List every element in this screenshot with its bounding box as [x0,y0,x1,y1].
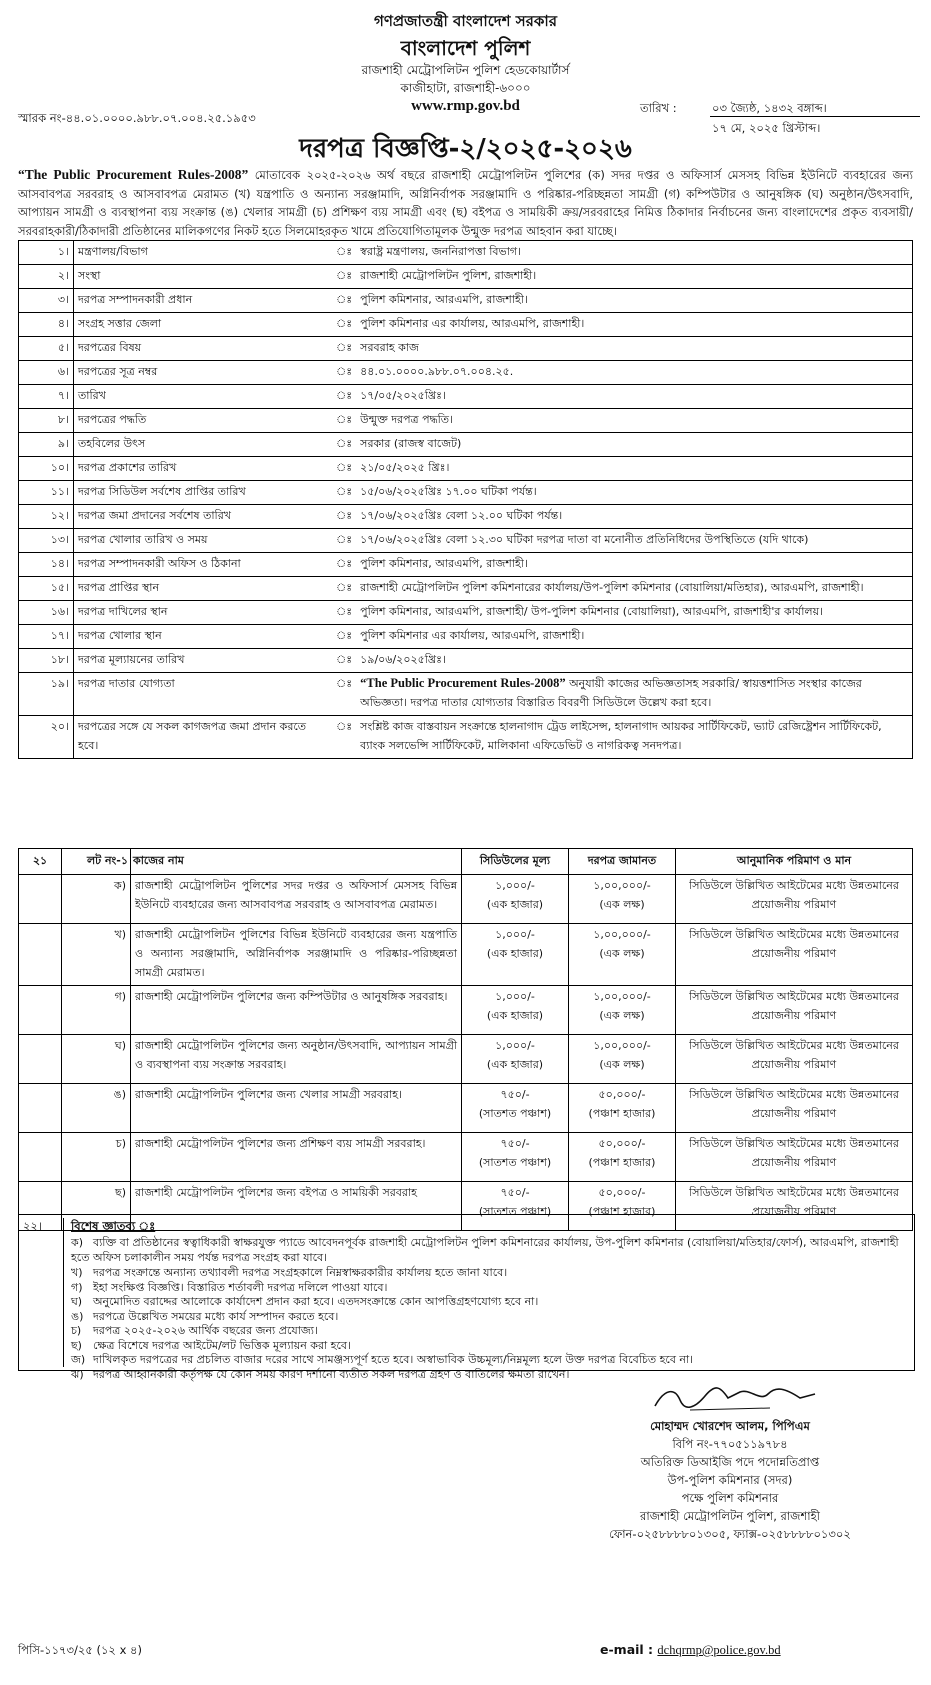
info-row [19,313,913,337]
special-item-key: ঝ) [71,1367,84,1381]
memo-number: স্মারক নং-৪৪.০১.০০০০.৯৮৮.০৭.০০৪.২৫.১৯৫৩ [18,111,256,125]
lot-work: রাজশাহী মেট্রোপলিটন পুলিশের জন্য প্রশিক্ষণ ব্যয় সামগ্রী সরবরাহ। [131,1133,462,1182]
lot-security [569,1133,676,1182]
info-row [19,505,913,529]
info-value [356,361,912,385]
special-item-key: গ) [71,1280,83,1294]
info-value [356,337,912,361]
lots-header-fee: সিডিউলের মূল্য [462,849,569,875]
info-number: ১৭। [19,625,74,649]
info-row [19,577,913,601]
info-value [356,481,912,505]
signatory-name: মোহাম্মদ খোরশেদ আলম, পিপিএম [650,1419,810,1433]
special-item [71,1235,906,1265]
lot-security-amount: ৫০,০০০/- [598,1186,646,1199]
lot-row [19,986,913,1035]
lot-fee-words: (এক হাজার) [486,947,544,960]
government-name: গণপ্রজাতন্ত্রী বাংলাদেশ সরকার [374,12,557,30]
info-value-text: উন্মুক্ত দরপত্র পদ্ধতি। [360,413,453,426]
lot-fee [462,1133,569,1182]
info-number: ৪। [19,313,74,337]
special-item-key: খ) [71,1266,83,1279]
special-item [71,1338,906,1353]
lot-work: রাজশাহী মেট্রোপলিটন পুলিশের বিভিন্ন ইউনিটে ব্যবহারের জন্য যন্ত্রপাতি ও অন্যান্য সরঞ্জামাদি, অগ্নিনির্বাপক সরঞ্জামাদি ও পরিষ্কার-পরিচ্ছন্নতা সামগ্রী মেরামত। [131,924,462,986]
date-block [640,100,827,135]
info-row [19,241,913,265]
info-row [19,433,913,457]
info-number: ১৯। [19,673,74,716]
lot-security-amount: ১,০০,০০০/- [593,928,651,941]
special-item-text: অনুমোদিত বরাদ্দের আলোকে কার্যাদেশ প্রদান করা হবে। এতদসংক্রান্তে কোন আপত্তিগ্রহণযোগ্য হবে না। [93,1295,539,1308]
lot-work: রাজশাহী মেট্রোপলিটন পুলিশের জন্য অনুষ্ঠান/উৎসবাদি, আপ্যায়ন সামগ্রী ও ব্যবস্থাপনা ব্যয় সংক্রান্ত সরবরাহ। [131,1035,462,1084]
info-number: ১০। [19,457,74,481]
info-colon: ঃ [332,241,356,265]
special-item-text: দাখিলকৃত দরপত্রের দর প্রচলিত বাজার দরের সাথে সামঞ্জস্যপূর্ণ হতে হবে। অস্বাভাবিক উচ্চমূল্য/নিম্নমূল্য হলে উক্ত দরপত্র বিবেচিত হবে না। [93,1353,694,1366]
lot-security-amount: ১,০০,০০০/- [593,879,651,892]
info-number: ১১। [19,481,74,505]
info-label: সংস্থা [74,265,333,289]
info-row [19,265,913,289]
lot-row [19,1035,913,1084]
info-number: ১৪। [19,553,74,577]
info-value [356,649,912,673]
info-colon: ঃ [332,673,356,716]
lot-fee [462,1035,569,1084]
special-item-key: জ) [71,1353,86,1366]
lot-security-words: (এক লক্ষ) [599,898,645,911]
special-number: ২২। [23,1218,64,1367]
lot-quantity: সিডিউলে উল্লিখিত আইটেমের মধ্যে উন্নতমানের প্রয়োজনীয় পরিমাণ [676,924,913,986]
info-number: ৯। [19,433,74,457]
info-row [19,481,913,505]
special-item [71,1309,906,1324]
lot-security [569,924,676,986]
info-number: ১৬। [19,601,74,625]
info-value-text: পুলিশ কমিশনার, আরএমপি, রাজশাহী/ উপ-পুলিশ কমিশনার (বোয়ালিয়া), আরএমপি, রাজশাহী'র কার্যালয়। [360,605,824,618]
info-value-text: ৪৪.০১.০০০০.৯৮৮.০৭.০০৪.২৫. [360,365,514,378]
info-colon: ঃ [332,481,356,505]
info-colon: ঃ [332,457,356,481]
special-item-key: ঙ) [71,1309,84,1323]
special-item [71,1265,906,1280]
special-item [71,1352,906,1367]
lot-security [569,1084,676,1133]
info-value [356,529,912,553]
lot-id: ঘ) [62,1035,131,1084]
info-row [19,289,913,313]
date-label: তারিখ : [640,101,677,115]
info-label: দরপত্রের সঙ্গে যে সকল কাগজপত্র জমা প্রদান করতে হবে। [74,716,333,759]
info-value-text: রাজশাহী মেট্রোপলিটন পুলিশ, রাজশাহী। [360,269,537,282]
lots-header-security: দরপত্র জামানত [569,849,676,875]
info-value [356,601,912,625]
lot-sl-cell [19,924,62,986]
date-bangla: ০৩ জ্যৈষ্ঠ, ১৪৩২ বঙ্গাব্দ। [712,101,827,115]
info-label: তহবিলের উৎস [74,433,333,457]
info-colon: ঃ [332,625,356,649]
info-colon: ঃ [332,601,356,625]
lot-work: রাজশাহী মেট্রোপলিটন পুলিশের জন্য বইপত্র ও সাময়িকী সরবরাহ [131,1182,462,1231]
info-colon: ঃ [332,289,356,313]
lot-sl-cell [19,875,62,924]
info-number: ৩। [19,289,74,313]
lot-row [19,875,913,924]
info-number: ১২। [19,505,74,529]
lot-fee [462,986,569,1035]
special-item-text: দরপত্র আহ্বানকারী কর্তৃপক্ষ যে কোন সময় কারণ দর্শানো ব্যতীত সকল দরপত্র গ্রহণ ও বাতিলের ক্ষমতা রাখেন। [93,1367,570,1381]
lot-quantity: সিডিউলে উল্লিখিত আইটেমের মধ্যে উন্নতমানের প্রয়োজনীয় পরিমাণ [676,1084,913,1133]
lot-security-amount: ৫০,০০০/- [598,1137,646,1150]
info-value-text: পুলিশ কমিশনার, আরএমপি, রাজশাহী। [360,293,528,306]
lot-id: ঙ) [62,1084,131,1133]
signatory-line4: উপ-পুলিশ কমিশনার (সদর) [667,1473,793,1487]
lot-quantity: সিডিউলে উল্লিখিত আইটেমের মধ্যে উন্নতমানের প্রয়োজনীয় পরিমাণ [676,1182,913,1231]
info-label: দরপত্র জমা প্রদানের সর্বশেষ তারিখ [74,505,333,529]
signatory-line6: রাজশাহী মেট্রোপলিটন পুলিশ, রাজশাহী [640,1509,820,1523]
info-row [19,649,913,673]
info-value-text: ১৯/০৬/২০২৫খ্রিঃ। [360,653,446,666]
info-colon: ঃ [332,385,356,409]
intro-rules: “The Public Procurement Rules-2008” [18,167,249,182]
signatory-bp: বিপি নং-৭৭০৫১১৯৭৮৪ [672,1437,788,1451]
info-value-text: পুলিশ কমিশনার, আরএমপি, রাজশাহী। [360,557,528,570]
lot-fee [462,875,569,924]
info-label: দরপত্র প্রাপ্তির স্থান [74,577,333,601]
special-item-text: দরপত্র সংক্রান্তে অন্যান্য তথ্যাবলী দরপত্র সংগ্রহকালে নিম্নস্বাক্ষরকারীর কার্যালয় হতে জানা যাবে। [93,1266,508,1279]
info-colon: ঃ [332,553,356,577]
lot-work: রাজশাহী মেট্রোপলিটন পুলিশের সদর দপ্তর ও অফিসার্স মেসসহ বিভিন্ন ইউনিটে ব্যবহারের জন্য আসবাবপত্র সরবরাহ ও আসবাবপত্র মেরামত। [131,875,462,924]
special-item [71,1323,906,1338]
lot-fee [462,1084,569,1133]
lot-fee-words: (এক হাজার) [486,1058,544,1071]
info-label: দরপত্র দাতার যোগ্যতা [74,673,333,716]
lot-work: রাজশাহী মেট্রোপলিটন পুলিশের জন্য খেলার সামগ্রী সরবরাহ। [131,1084,462,1133]
info-value [356,457,912,481]
info-value-text: ১৫/০৬/২০২৫খ্রিঃ ১৭.০০ ঘটিকা পর্যন্ত। [360,485,537,498]
lot-work: রাজশাহী মেট্রোপলিটন পুলিশের জন্য কম্পিউটার ও আনুষঙ্গিক সরবরাহ। [131,986,462,1035]
lot-sl-cell [19,1133,62,1182]
info-value-text: পুলিশ কমিশনার এর কার্যালয়, আরএমপি, রাজশাহী। [360,629,585,642]
lot-sl-cell [19,1084,62,1133]
info-colon: ঃ [332,265,356,289]
info-label: মন্ত্রণালয়/বিভাগ [74,241,333,265]
info-colon: ঃ [332,313,356,337]
special-item-key: চ) [71,1324,82,1337]
special-item [71,1294,906,1309]
info-label: দরপত্রের পদ্ধতি [74,409,333,433]
lot-fee [462,924,569,986]
special-item [71,1280,906,1295]
lot-id: খ) [62,924,131,986]
department-name: বাংলাদেশ পুলিশ [400,36,531,60]
lot-fee-words: (সাতশত পঞ্চাশ) [478,1156,552,1169]
info-value [356,716,912,759]
lot-sl-cell [19,1035,62,1084]
info-row [19,716,913,759]
lot-security-words: (এক লক্ষ) [599,1009,645,1022]
special-item-text: ব্যক্তি বা প্রতিষ্ঠানের স্বত্বাধিকারী স্বাক্ষরযুক্ত প্যাডে আবেদনপূর্বক রাজশাহী মেট্রোপলিটন পুলিশ কমিশনারের কার্যালয়, উপ-পুলিশ কমিশনার (বোয়ালিয়া/মতিহার/ফোর্স), আরএমপি, রাজশাহী হতে অফিস চলাকালীন সময় পর্যন্ত দরপত্র সংগ্রহ করা যাবে। [71,1236,899,1264]
special-item-text: ক্ষেত্র বিশেষে দরপত্র আইটেম/লট ভিত্তিক মূল্যায়ন করা হবে। [93,1338,351,1352]
info-row [19,553,913,577]
tender-title: দরপত্র বিজ্ঞপ্তি-২/২০২৫-২০২৬ [299,134,632,164]
website-link[interactable]: www.rmp.gov.bd [411,98,520,114]
info-value-text: ২১/০৫/২০২৫ খ্রিঃ। [360,461,450,474]
info-colon: ঃ [332,433,356,457]
lots-table [18,848,913,1231]
info-number: ৬। [19,361,74,385]
info-value [356,385,912,409]
lot-security-words: (পঞ্চাশ হাজার) [588,1107,656,1120]
info-value [356,265,912,289]
special-item-text: ইহা সংক্ষিপ্ত বিজ্ঞপ্তি। বিস্তারিত শর্তাবলী দরপত্র দলিলে পাওয়া যাবে। [93,1280,388,1294]
info-number: ১। [19,241,74,265]
info-colon: ঃ [332,529,356,553]
lot-security-amount: ১,০০,০০০/- [593,1039,651,1052]
lots-header-quantity: আনুমানিক পরিমাণ ও মান [676,849,913,875]
info-colon: ঃ [332,716,356,759]
lot-quantity: সিডিউলে উল্লিখিত আইটেমের মধ্যে উন্নতমানের প্রয়োজনীয় পরিমাণ [676,986,913,1035]
info-row [19,529,913,553]
lot-quantity: সিডিউলে উল্লিখিত আইটেমের মধ্যে উন্নতমানের প্রয়োজনীয় পরিমাণ [676,1035,913,1084]
lot-security [569,1035,676,1084]
info-number: ১৫। [19,577,74,601]
lot-fee-words: (এক হাজার) [486,1009,544,1022]
lot-row [19,1084,913,1133]
lot-quantity: সিডিউলে উল্লিখিত আইটেমের মধ্যে উন্নতমানের প্রয়োজনীয় পরিমাণ [676,1133,913,1182]
lot-security-amount: ৫০,০০০/- [598,1088,646,1101]
office-address: কাজীহাটা, রাজশাহী-৬০০০ [400,81,531,95]
info-label: দরপত্র সম্পাদনকারী প্রধান [74,289,333,313]
lot-id: চ) [62,1133,131,1182]
info-colon: ঃ [332,577,356,601]
lot-fee-amount: ৭৫০/- [500,1088,530,1101]
info-label: সংগ্রহ সত্তার জেলা [74,313,333,337]
signatory-line5: পক্ষে পুলিশ কমিশনার [681,1491,779,1505]
info-label: দরপত্র সম্পাদনকারী অফিস ও ঠিকানা [74,553,333,577]
info-value [356,505,912,529]
info-value-text: ১৭/০৬/২০২৫খ্রিঃ বেলা ১২.৩০ ঘটিকা দরপত্র দাতা বা মনোনীত প্রতিনিধিদের উপস্থিতিতে (যদি থাকে) [360,533,809,546]
info-row [19,457,913,481]
info-label: তারিখ [74,385,333,409]
info-row [19,409,913,433]
info-value-text: ১৭/০৫/২০২৫খ্রিঃ। [360,389,446,402]
print-code: পিসি-১১৭৩/২৫ (১২ x ৪) [18,1643,142,1657]
info-colon: ঃ [332,505,356,529]
info-value-text: ১৭/০৬/২০২৫খ্রিঃ বেলা ১২.০০ ঘটিকা পর্যন্ত। [360,509,563,522]
info-number: ১৩। [19,529,74,553]
info-colon: ঃ [332,409,356,433]
special-notes [18,1214,915,1381]
lot-fee-amount: ১,০০০/- [495,879,535,892]
lot-id: ক) [62,875,131,924]
lot-security-words: (এক লক্ষ) [599,1058,645,1071]
info-value [356,241,912,265]
info-colon: ঃ [332,337,356,361]
info-label: দরপত্র মূল্যায়নের তারিখ [74,649,333,673]
intro-text: মোতাবেক ২০২৫-২০২৬ অর্থ বছরে রাজশাহী মেট্রোপলিটন পুলিশের (ক) সদর দপ্তর ও অফিসার্স মেসসহ বিভিন্ন ইউনিটে ব্যবহারের জন্য আসবাবপত্র সরবরাহ ও আসবাবপত্র মেরামত (খ) যন্ত্রপাতি ও অন্যান্য সরঞ্জামাদি, অগ্নিনির্বাপক সরঞ্জামাদি ও পরিষ্কার-পরিচ্ছন্নতা সামগ্রী (গ) কম্পিউটার ও আনুষঙ্গিক (ঘ) অনুষ্ঠান/উৎসবাদি, আপ্যায়ন সামগ্রী ও ব্যবস্থাপনা ব্যয় সংক্রান্ত (ঙ) খেলার সামগ্রী (চ) প্রশিক্ষণ ব্যয় সামগ্রী এবং (ছ) বইপত্র ও সাময়িকী ক্রয়/সরবরাহের নিমিত্ত ঠিকাদার নির্বাচনের জন্য বাংলাদেশের প্রকৃত ব্যবসায়ী/সরবরাহকারী/ঠিকাদারী প্রতিষ্ঠানের মালিকগণের নিকট হতে সিলমোহরকৃত খামে প্রতিযোগিতামূলক উন্মুক্ত দরপত্র আহবান করা যাচ্ছে। [18,168,913,238]
info-value [356,553,912,577]
info-value-text: রাজশাহী মেট্রোপলিটন পুলিশ কমিশনারের কার্যালয়/উপ-পুলিশ কমিশনার (বোয়ালিয়া/মতিহার), আরএমপি, রাজশাহী। [360,581,864,594]
info-label: দরপত্র খোলার স্থান [74,625,333,649]
info-row [19,673,913,716]
date-english: ১৭ মে, ২০২৫ খ্রিস্টাব্দ। [712,121,821,135]
info-label: দরপত্র দাখিলের স্থান [74,601,333,625]
lot-row [19,1133,913,1182]
info-label: দরপত্রের বিষয় [74,337,333,361]
lot-security-words: (পঞ্চাশ হাজার) [588,1156,656,1169]
info-row [19,625,913,649]
signatory-phone: ফোন-০২৫৮৮৮৮০১৩০৫, ফ্যাক্স-০২৫৮৮৮৮০১৩০২ [609,1527,851,1541]
lot-fee-amount: ১,০০০/- [495,928,535,941]
lot-security-words: (এক লক্ষ) [599,947,645,960]
info-value-text: পুলিশ কমিশনার এর কার্যালয়, আরএমপি, রাজশাহী। [360,317,585,330]
info-colon: ঃ [332,361,356,385]
info-value [356,313,912,337]
date-divider [710,116,920,117]
lots-header-row [19,849,913,875]
info-value [356,409,912,433]
info-value [356,577,912,601]
lots-header-lot: লট নং-১ [62,849,131,875]
special-item-text: দরপত্রে উল্লেখিত সময়ের মধ্যে কার্য সম্পাদন করতে হবে। [93,1309,339,1323]
signatory-line3: অতিরিক্ত ডিআইজি পদে পদোন্নতিপ্রাপ্ত [640,1455,820,1469]
info-number: ৮। [19,409,74,433]
lot-fee-amount: ১,০০০/- [495,990,535,1003]
tender-info-table [18,240,913,759]
info-value [356,673,912,716]
email-line [600,1642,781,1658]
info-value [356,433,912,457]
info-value-text: অনুযায়ী কাজের অভিজ্ঞতাসহ সরকারি/ স্বায়ত্তশাসিত সংস্থার কাজের অভিজ্ঞতা। দরপত্র দাতার যোগ্যতার বিস্তারিত বিবরণী সিডিউলে উল্লেখ করা হবে। [360,677,862,709]
info-value-rules: “The Public Procurement Rules-2008” [360,676,566,690]
lot-fee-words: (সাতশত পঞ্চাশ) [478,1107,552,1120]
info-value-text: সরকার (রাজস্ব বাজেট) [360,437,462,450]
lot-security [569,986,676,1035]
info-number: ৭। [19,385,74,409]
lot-fee-amount: ৭৫০/- [500,1186,530,1199]
special-item-text: দরপত্র ২০২৫-২০২৬ আর্থিক বছরের জন্য প্রযোজ্য। [93,1324,318,1337]
signature-image [650,1378,820,1418]
info-row [19,385,913,409]
info-value [356,625,912,649]
info-number: ১৮। [19,649,74,673]
info-row [19,601,913,625]
info-label: দরপত্র প্রকাশের তারিখ [74,457,333,481]
special-item-key: ঘ) [71,1295,83,1308]
lot-sl-cell [19,986,62,1035]
info-label: দরপত্রের সূত্র নম্বর [74,361,333,385]
special-item-key: ছ) [71,1338,82,1352]
info-label: দরপত্র খোলার তারিখ ও সময় [74,529,333,553]
info-number: ৫। [19,337,74,361]
lots-sl: ২১ [19,849,62,875]
lot-id: ছ) [62,1182,131,1231]
info-colon: ঃ [332,649,356,673]
lot-quantity: সিডিউলে উল্লিখিত আইটেমের মধ্যে উন্নতমানের প্রয়োজনীয় পরিমাণ [676,875,913,924]
info-value-text: সরবরাহ কাজ [360,341,419,354]
lot-security-amount: ১,০০,০০০/- [593,990,651,1003]
info-value-text: সংশ্লিষ্ট কাজ বাস্তবায়ন সংক্রান্তে হালনাগাদ ট্রেড লাইসেন্স, হালনাগাদ আয়কর সার্টিফিকেট, ভ্যাট রেজিষ্ট্রেশন সার্টিফিকেট, ব্যাংক সলভেন্সি সার্টিফিকেট, মালিকানা এফিডেভিট ও নাগরিকত্ব সনদপত্র। [360,720,882,752]
email-link[interactable]: dchqrmp@police.gov.bd [657,1643,781,1657]
email-label: e-mail : [600,1642,654,1657]
lot-fee-words: (সাতশত পঞ্চাশ) [478,1205,552,1218]
info-row [19,337,913,361]
info-row [19,361,913,385]
office-name: রাজশাহী মেট্রোপলিটন পুলিশ হেডকোয়ার্টার্স [361,63,570,77]
intro-paragraph [18,166,913,240]
special-heading: বিশেষ জ্ঞাতব্য ঃ [71,1219,156,1233]
info-number: ২। [19,265,74,289]
lot-fee-amount: ৭৫০/- [500,1137,530,1150]
special-item-key: ক) [71,1236,83,1249]
info-label: দরপত্র সিডিউল সর্বশেষ প্রাপ্তির তারিখ [74,481,333,505]
info-number: ২০। [19,716,74,759]
lot-fee-amount: ১,০০০/- [495,1039,535,1052]
info-value [356,289,912,313]
lot-security [569,875,676,924]
lot-security-words: (পঞ্চাশ হাজার) [588,1205,656,1218]
lot-fee-words: (এক হাজার) [486,898,544,911]
lot-id: গ) [62,986,131,1035]
info-value-text: স্বরাষ্ট্র মন্ত্রণালয়, জননিরাপত্তা বিভাগ। [360,245,522,258]
lot-row [19,924,913,986]
lots-header-work: কাজের নাম [131,849,462,875]
